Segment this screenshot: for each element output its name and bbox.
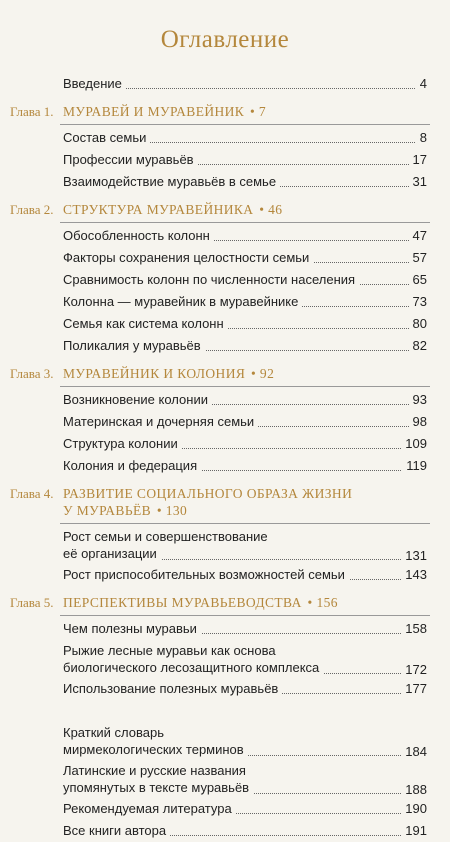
chapter-heading-3[interactable] <box>0 365 450 382</box>
toc-entry-label-line-2: её организации <box>63 546 161 561</box>
chapter-page: • 7 <box>249 104 267 119</box>
toc-entry-appendix[interactable] <box>63 798 427 820</box>
toc-entry-page: 47 <box>409 225 427 247</box>
chapter-title-line-2: У МУРАВЬЁВ <box>63 503 152 518</box>
toc-entry-page: 190 <box>401 798 427 820</box>
toc-entry[interactable] <box>63 526 427 564</box>
toc-entry-label: Состав семьи <box>63 127 150 149</box>
toc-entry[interactable] <box>63 269 427 291</box>
toc-entry[interactable] <box>63 149 427 171</box>
toc-entry-label: Колонна — муравейник в муравейнике <box>63 291 302 313</box>
chapter-number: Глава 3. <box>10 366 54 381</box>
toc-entry-label: Взаимодействие муравьёв в семье <box>63 171 280 193</box>
toc-entry-page: 188 <box>401 781 427 798</box>
toc-entry-page: 73 <box>409 291 427 313</box>
chapter-number: Глава 1. <box>10 104 54 119</box>
toc-entry-label: Обособленность колонн <box>63 225 214 247</box>
chapter-heading-1[interactable] <box>0 103 450 120</box>
toc-entry[interactable] <box>63 127 427 149</box>
toc-entry-label: Все книги автора <box>63 820 170 842</box>
chapter-number: Глава 5. <box>10 595 54 610</box>
toc-entry-label: Использование полезных муравьёв <box>63 678 282 700</box>
toc-entry[interactable] <box>63 247 427 269</box>
chapter-title: МУРАВЕЙНИК И КОЛОНИЯ <box>63 366 246 381</box>
toc-entry[interactable] <box>63 678 427 700</box>
toc-entry-label: Возникновение колонии <box>63 389 212 411</box>
toc-entry[interactable] <box>63 291 427 313</box>
toc-entry-page: 82 <box>409 335 427 357</box>
chapter-page: • 130 <box>156 503 188 518</box>
toc-entry-label-line-2: упомянутых в тексте муравьёв <box>63 780 253 795</box>
divider <box>60 523 430 524</box>
toc-entry-label: Рост приспособительных возможностей семьи <box>63 564 349 586</box>
chapter-heading-4[interactable] <box>0 485 450 519</box>
chapter-title: ПЕРСПЕКТИВЫ МУРАВЬЕВОДСТВА <box>63 595 302 610</box>
toc-entry-page: 109 <box>401 433 427 455</box>
chapter-title: СТРУКТУРА МУРАВЕЙНИКА <box>63 202 254 217</box>
toc-entry-page: 143 <box>401 564 427 586</box>
divider <box>60 386 430 387</box>
toc-entry-page: 177 <box>401 678 427 700</box>
toc-entry[interactable] <box>63 618 427 640</box>
toc-entry-page: 93 <box>409 389 427 411</box>
toc-entry-label: Колония и федерация <box>63 455 201 477</box>
toc-entry-label: Профессии муравьёв <box>63 149 198 171</box>
toc-entry-page: 8 <box>416 127 427 149</box>
toc-entry-page: 131 <box>401 547 427 564</box>
toc-entry-label-line-2: биологического лесозащитного комплекса <box>63 660 323 675</box>
chapter-title: МУРАВЕЙ И МУРАВЕЙНИК <box>63 104 245 119</box>
toc-entry-appendix[interactable] <box>63 820 427 842</box>
divider <box>60 615 430 616</box>
toc-entry-label-line-2: мирмекологических терминов <box>63 742 248 757</box>
toc-entry[interactable] <box>63 335 427 357</box>
chapter-heading-2[interactable] <box>0 201 450 218</box>
toc-entry[interactable] <box>63 455 427 477</box>
toc-entry-page: 119 <box>402 455 427 477</box>
toc-entry-page: 80 <box>409 313 427 335</box>
toc-entry-label: Материнская и дочерняя семьи <box>63 411 258 433</box>
toc-entry-page: 184 <box>401 743 427 760</box>
chapter-page: • 92 <box>251 366 275 381</box>
toc-entry[interactable] <box>63 389 427 411</box>
toc-entry-label: Факторы сохранения целостности семьи <box>63 247 313 269</box>
toc-entry-label: Поликалия у муравьёв <box>63 335 205 357</box>
toc-entry[interactable] <box>63 411 427 433</box>
toc-entry[interactable] <box>63 640 427 678</box>
toc-entry[interactable] <box>63 564 427 586</box>
toc-entry[interactable] <box>63 171 427 193</box>
toc-entry-page: 4 <box>416 73 427 95</box>
toc-entry-label-line-1: Рыжие лесные муравьи как основа <box>63 643 276 658</box>
toc-entry[interactable] <box>63 433 427 455</box>
toc-entry-page: 191 <box>401 820 427 842</box>
toc-entry-appendix[interactable] <box>63 760 427 798</box>
page-title: Оглавление <box>160 26 290 53</box>
chapter-number: Глава 2. <box>10 202 54 217</box>
chapter-heading-5[interactable] <box>0 594 450 611</box>
divider <box>60 222 430 223</box>
toc-entry-label: Семья как система колонн <box>63 313 228 335</box>
toc-entry-label: Рекомендуемая литература <box>63 798 236 820</box>
chapter-number: Глава 4. <box>10 486 54 501</box>
toc-entry-label-line-1: Краткий словарь <box>63 725 164 740</box>
toc-entry-page: 158 <box>401 618 427 640</box>
table-of-contents <box>0 73 450 842</box>
toc-entry-appendix[interactable] <box>63 722 427 760</box>
toc-entry-label-line-1: Рост семьи и совершенствование <box>63 529 268 544</box>
toc-entry-label: Структура колонии <box>63 433 182 455</box>
chapter-page: • 46 <box>259 202 283 217</box>
toc-entry-label: Сравнимость колонн по численности населения <box>63 269 359 291</box>
toc-entry-page: 17 <box>409 149 427 171</box>
toc-entry-page: 31 <box>409 171 427 193</box>
chapter-title-line-1: РАЗВИТИЕ СОЦИАЛЬНОГО ОБРАЗА ЖИЗНИ <box>63 486 353 501</box>
toc-entry[interactable] <box>63 313 427 335</box>
toc-entry-page: 57 <box>409 247 427 269</box>
chapter-page: • 156 <box>307 595 338 610</box>
spacer <box>0 700 450 722</box>
toc-entry[interactable] <box>63 225 427 247</box>
toc-entry-page: 98 <box>409 411 427 433</box>
divider <box>60 124 430 125</box>
toc-entry-intro[interactable] <box>63 73 427 95</box>
toc-entry-label: Чем полезны муравьи <box>63 618 201 640</box>
toc-entry-page: 172 <box>401 661 427 678</box>
toc-entry-label: Введение <box>63 73 126 95</box>
toc-entry-label-line-1: Латинские и русские названия <box>63 763 246 778</box>
toc-entry-page: 65 <box>409 269 427 291</box>
